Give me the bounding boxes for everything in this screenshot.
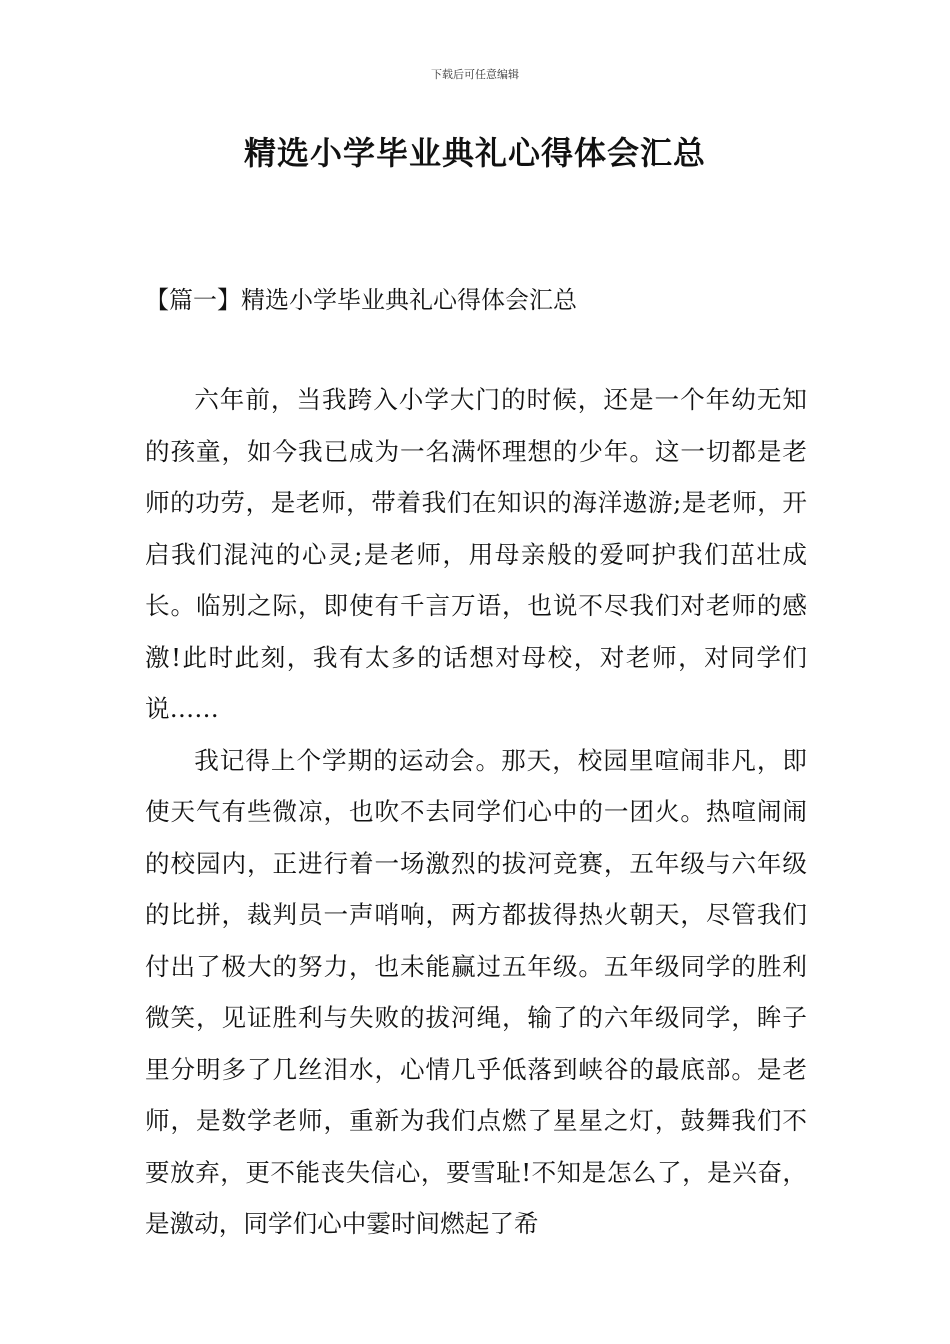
document-title: 精选小学毕业典礼心得体会汇总 bbox=[243, 134, 706, 172]
paragraph: 我记得上个学期的运动会。那天，校园里喧闹非凡，即使天气有些微凉，也吹不去同学们心中的一团火。热喧闹闹的校园内，正进行着一场激烈的拔河竞赛，五年级与六年级的比拼，裁判员一声哨响，两方都拔得热火朝天，尽管我们付出了极大的努力，也未能赢过五年级。五年级同学的胜利微笑，见证胜利与失败的拔河绳，输了的六年级同学，眸子里分明多了几丝泪水，心情几乎低落到峡谷的最底部。是老师，是数学老师，重新为我们点燃了星星之灯，鼓舞我们不要放弃，更不能丧失信心，要雪耻!不知是怎么了，是兴奋，是激动，同学们心中霎时间燃起了希 bbox=[145, 745, 807, 1238]
section-heading: 【篇一】精选小学毕业典礼心得体会汇总 bbox=[145, 286, 577, 314]
page-header-note: 下载后可任意编辑 bbox=[431, 68, 519, 81]
paragraph: 六年前，当我跨入小学大门的时候，还是一个年幼无知的孩童，如今我已成为一名满怀理想的少年。这一切都是老师的功劳，是老师，带着我们在知识的海洋遨游;是老师，开启我们混沌的心灵;是老师，用母亲般的爱呵护我们茁壮成长。临别之际，即使有千言万语，也说不尽我们对老师的感激!此时此刻，我有太多的话想对母校，对老师，对同学们说…… bbox=[145, 385, 807, 723]
body-text bbox=[145, 374, 807, 1250]
